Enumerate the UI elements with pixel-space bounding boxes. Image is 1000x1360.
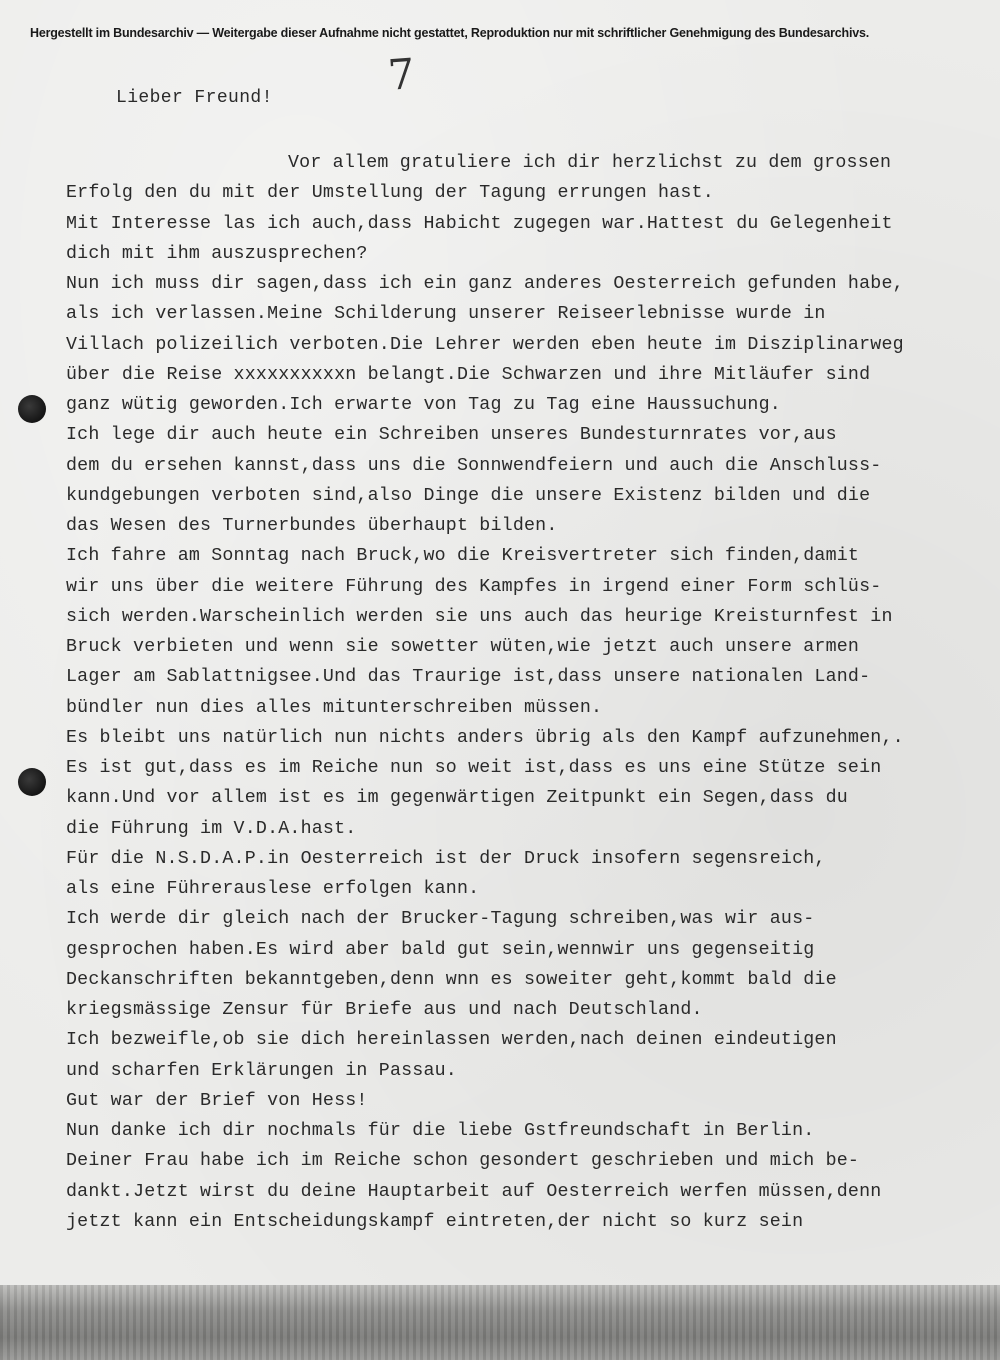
letter-line: und scharfen Erklärungen in Passau. (66, 1060, 457, 1081)
letter-line: Mit Interesse las ich auch,dass Habicht zugegen war.Hattest du Gelegenheit (66, 213, 893, 234)
scan-shadow-band (0, 1285, 1000, 1360)
letter-line: dem du ersehen kannst,dass uns die Sonnwendfeiern und auch die Anschluss- (66, 455, 882, 476)
letter-line: Deiner Frau habe ich im Reiche schon gesondert geschrieben und mich be- (66, 1151, 860, 1172)
letter-line: Ich bezweifle,ob sie dich hereinlassen werden,nach deinen eindeutigen (66, 1030, 837, 1051)
letter-line: jetzt kann ein Entscheidungskampf eintreten,der nicht so kurz sein (66, 1211, 804, 1232)
letter-line: ganz wütig geworden.Ich erwarte von Tag zu Tag eine Haussuchung. (66, 395, 781, 415)
letter-line: Erfolg den du mit der Umstellung der Tagung errungen hast. (66, 183, 714, 204)
letter-line: kriegsmässige Zensur für Briefe aus und nach Deutschland. (66, 1000, 703, 1020)
letter-line: das Wesen des Turnerbundes überhaupt bilden. (66, 516, 558, 536)
letter-line: Es ist gut,dass es im Reiche nun so weit ist,dass es uns eine Stütze sein (66, 758, 882, 778)
letter-line: Ich werde dir gleich nach der Brucker-Tagung schreiben,was wir aus- (66, 909, 815, 930)
letter-line: dankt.Jetzt wirst du deine Hauptarbeit auf Oesterreich werfen müssen,denn (66, 1181, 882, 1202)
archive-notice: Hergestellt im Bundesarchiv — Weitergabe dieser Aufnahme nicht gestattet, Reproduktion nur mit schriftlicher Genehmigung des Bundesarchivs. (30, 26, 870, 40)
letter-line: über die Reise xxxxxxxxxxn belangt.Die Schwarzen und ihre Mitläufer sind (66, 364, 871, 385)
letter-line: Villach polizeilich verboten.Die Lehrer werden eben heute im Disziplinarweg (66, 334, 904, 355)
letter-line: wir uns über die weitere Führung des Kampfes in irgend einer Form schlüs- (66, 576, 882, 597)
letter-line: Lager am Sablattnigsee.Und das Traurige ist,dass unsere nationalen Land- (66, 667, 871, 688)
letter-line: Ich fahre am Sonntag nach Bruck,wo die Kreisvertreter sich finden,damit (66, 546, 860, 567)
page-number: 7 (386, 49, 417, 100)
punch-hole (18, 395, 46, 423)
letter-line: Vor allem gratuliere ich dir herzlichst zu dem grossen (288, 153, 892, 173)
letter-line: Für die N.S.D.A.P.in Oesterreich ist der Druck insofern segensreich, (66, 848, 826, 869)
letter-line: kundgebungen verboten sind,also Dinge die unsere Existenz bilden und die (66, 485, 871, 506)
letter-line: kann.Und vor allem ist es im gegenwärtigen Zeitpunkt ein Segen,dass du (66, 788, 848, 809)
letter-line: Bruck verbieten und wenn sie sowetter wüten,wie jetzt auch unsere armen (66, 637, 860, 657)
letter-line: die Führung im V.D.A.hast. (66, 818, 357, 839)
letter-line: Gut war der Brief von Hess! (66, 1090, 368, 1111)
letter-line: als ich verlassen.Meine Schilderung unserer Reiseerlebnisse wurde in (66, 304, 826, 325)
letter-body (66, 148, 986, 1237)
letter-line: gesprochen haben.Es wird aber bald gut sein,wennwir uns gegenseitig (66, 939, 815, 960)
letter-line: sich werden.Warscheinlich werden sie uns auch das heurige Kreisturnfest in (66, 606, 893, 627)
punch-hole (18, 768, 46, 796)
letter-line: Nun ich muss dir sagen,dass ich ein ganz anderes Oesterreich gefunden habe, (66, 274, 904, 294)
letter-line: Deckanschriften bekanntgeben,denn wnn es soweiter geht,kommt bald die (66, 969, 837, 990)
letter-line: bündler nun dies alles mitunterschreiben müssen. (66, 697, 603, 718)
letter-line: als eine Führerauslese erfolgen kann. (66, 879, 480, 899)
letter-line: dich mit ihm auszusprechen? (66, 243, 368, 264)
letter-line: Es bleibt uns natürlich nun nichts anders übrig als den Kampf aufzunehmen,. (66, 727, 904, 748)
letter-line: Nun danke ich dir nochmals für die liebe Gstfreundschaft in Berlin. (66, 1121, 815, 1141)
letter-greeting: Lieber Freund! (116, 88, 273, 108)
letter-line: Ich lege dir auch heute ein Schreiben unseres Bundesturnrates vor,aus (66, 425, 837, 446)
